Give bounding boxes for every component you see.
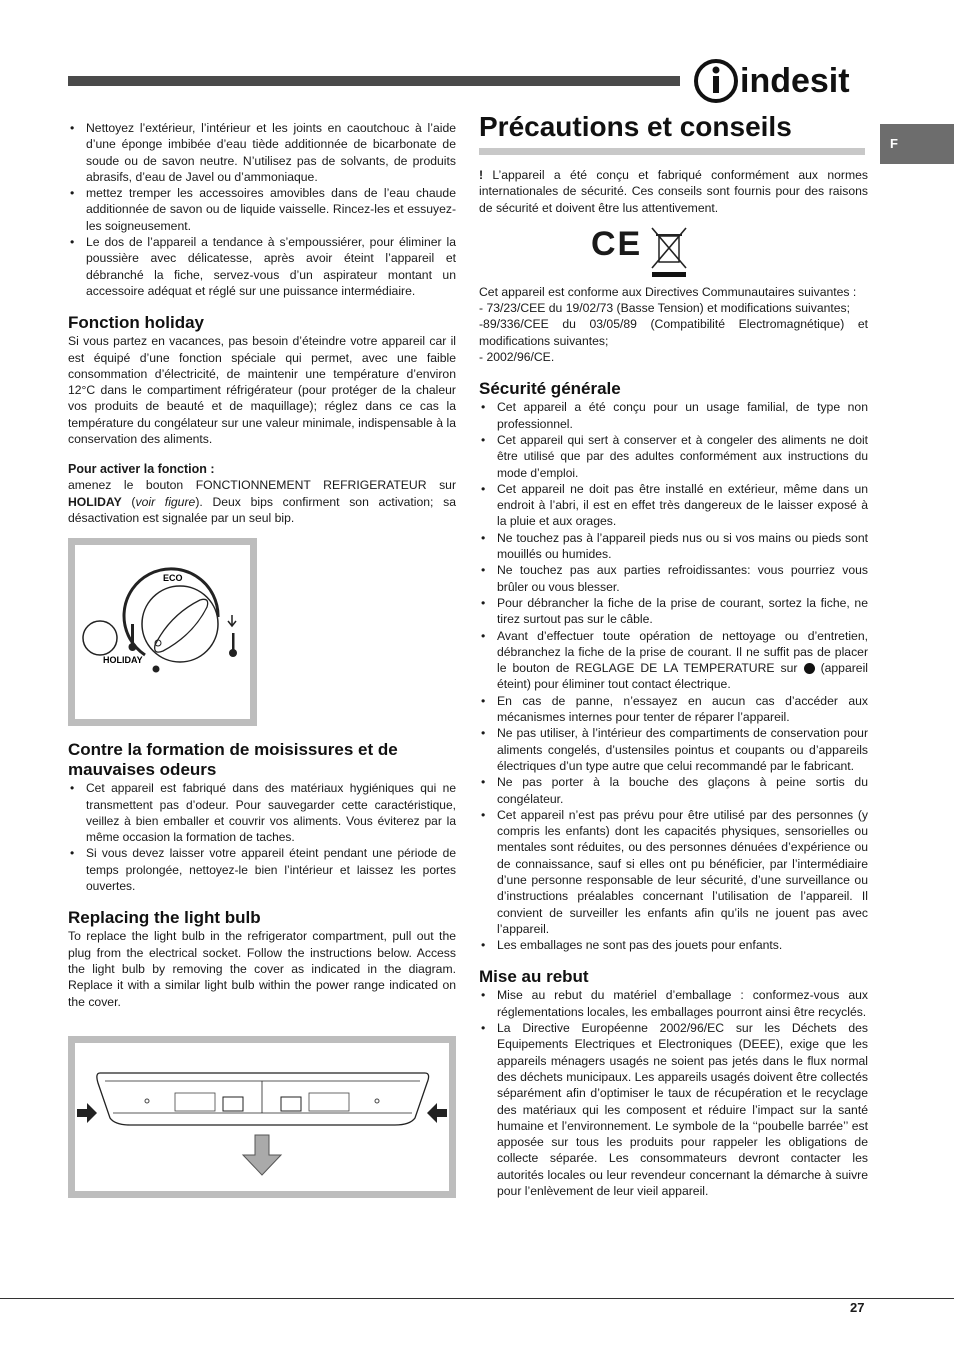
list-item-text: Avant d’effectuer toute opération de nettoyage ou d’entretien, débranchez la fiche de la prise de courant. Il ne suffit pas de placer le bouton de REGLAGE DE LA TEMPERATURE sur xyxy=(497,628,868,676)
thermostat-knob-diagram xyxy=(75,545,250,719)
list-item: • Cet appareil ne doit pas être installé en extérieur, même dans un endroit à l’abri, il est en effet très dangereux de le laisser exposé à la pluie et aux orages. xyxy=(479,481,868,530)
language-tab-label: F xyxy=(890,136,898,151)
list-item: • La Directive Européenne 2002/96/EC sur les Déchets des Equipements Electriques et Electroniques (DEEE), exige que les appareils ménagers usagés ne soient pas jetés dans le flux normal des déchets municipaux. Les appareils usagés doivent être collectés séparément afin d’optimiser le taux de récupération et le recyclage des matériaux qui les composent et réduire l’impact sur la santé humaine et l’environnement. Le symbole de la ‘‘poubelle barrée’’ est apposée sur tous les produits pour rappeler les obligations de collecte séparée. Les consommateurs devront contacter les autorités locales ou leur revendeur concernant la démarche à suivre pour l’enlèvement de leur vieil appareil. xyxy=(479,1020,868,1199)
activate-bold: HOLIDAY xyxy=(68,494,122,509)
conformity-line: Cet appareil est conforme aux Directives Communautaires suivantes : xyxy=(479,284,857,299)
holiday-text: Si vous partez en vacances, pas besoin d’éteindre votre appareil car il est équipé d’une fonction spéciale qui permet, avec une faible consommation d’électricité, de maintenir une température d’environ 12°C dans le compartiment réfrigérateur (pour protéger de la chaleur vos produits de beauté et de maquillage); réglez dans ce cas la température du congélateur sur une valeur minimale, indispensable à la conservation des aliments. xyxy=(68,334,456,447)
light-cover-diagram xyxy=(75,1043,449,1191)
ce-marks xyxy=(479,224,868,282)
footer-rule xyxy=(0,1298,954,1299)
crossed-bin-icon xyxy=(649,224,689,278)
list-item: • En cas de panne, n’essayez en aucun cas d’accéder aux mécanismes internes pour tenter de réparer l’appareil. xyxy=(479,693,868,726)
list-item: • Ne touchez pas aux parties refroidissantes: vous pourriez vous brûler ou vous blesser. xyxy=(479,562,868,595)
intro-body: L’appareil a été conçu et fabriqué conformément aux normes internationales de sécurité. Ces conseils sont fournis pour des raisons de sécurité et doivent être lus attentivement. xyxy=(479,168,868,215)
conformity-line: - 73/23/CEE du 19/02/73 (Basse Tension) et modifications suivantes; xyxy=(479,301,851,316)
activate-text xyxy=(68,477,456,526)
mould-list xyxy=(68,780,456,894)
activate-text-part: amenez le bouton FONCTIONNEMENT REFRIGERATEUR sur xyxy=(68,478,456,493)
holiday-label: HOLIDAY xyxy=(103,655,143,666)
bulb-figure xyxy=(68,1036,456,1198)
mould-heading: Contre la formation de moisissures et de mauvaises odeurs xyxy=(68,740,398,780)
holiday-heading: Fonction holiday xyxy=(68,313,204,333)
list-item: • Les emballages ne sont pas des jouets pour enfants. xyxy=(479,937,868,953)
left-column xyxy=(68,120,456,1198)
page-title: Précautions et conseils xyxy=(479,111,792,142)
cleaning-list xyxy=(68,120,456,299)
conformity-line: - 2002/96/CE. xyxy=(479,350,555,365)
list-item: • Le dos de l’appareil a tendance à s’empoussiérer, pour éliminer la poussière avec délicatesse, après avoir éteint l’appareil et débranché la fiche, servez-vous d’un aspirateur montant un accessoire adéquat et réglé sur une puissance intermédiaire. xyxy=(68,234,456,299)
title-rule xyxy=(479,148,865,155)
list-item: • Pour débrancher la fiche de la prise de courant, sortez la fiche, ne tirez surtout pas sur le câble. xyxy=(479,595,868,628)
list-item: • Cet appareil n’est pas prévu pour être utilisé par des personnes (y compris les enfants) dont les capacités physiques, sensorielles ou mentales sont réduites, ou des personnes dénuées d’expérience ou de connaissance, sauf si elles ont pu bénéficier, par l’intermédiaire d’une personne responsable de leur sécurité, d’une surveillance ou d’instructions préalables concernant l’utilisation de l’appareil. Il convient de surveiller les enfants afin qu’ils ne jouent pas avec l’appareil. xyxy=(479,807,868,937)
warning-mark: ! xyxy=(479,168,484,182)
disposal-heading: Mise au rebut xyxy=(479,967,589,987)
list-item: • Ne pas porter à la bouche des glaçons à peine sortis du congélateur. xyxy=(479,774,868,807)
list-item: • Si vous devez laisser votre appareil éteint pendant une période de temps prolongée, nettoyez-le bien l’intérieur et laissez les portes ouvertes. xyxy=(68,845,456,894)
activate-heading: Pour activer la fonction : xyxy=(68,462,215,477)
list-item: • Mise au rebut du matériel d’emballage : conformez-vous aux réglementations locales, les emballages pourront ainsi être recyclés. xyxy=(479,987,868,1020)
safety-list xyxy=(479,399,868,953)
list-item: • Cet appareil a été conçu pour un usage familial, de type non professionnel. xyxy=(479,399,868,432)
disposal-list xyxy=(479,987,868,1199)
intro-text xyxy=(479,167,868,216)
conformity-line: -89/336/CEE du 03/05/89 (Compatibilité Electromagnétique) et modifications suivantes; xyxy=(479,317,868,348)
bulb-heading: Replacing the light bulb xyxy=(68,908,261,928)
holiday-figure xyxy=(68,538,257,726)
off-symbol-icon xyxy=(804,663,815,674)
list-item: • mettez tremper les accessoires amovibles dans de l’eau chaude additionnée de savon ou de liquide vaisselle. Rincez-les et essuyez-les soigneusement. xyxy=(68,185,456,234)
activate-paren: ( xyxy=(121,494,136,509)
list-item: • Cet appareil qui sert à conserver et à congeler des aliments ne doit être utilisé que par des adultes conformément aux instructions du mode d’emploi. xyxy=(479,432,868,481)
list-item: • Cet appareil est fabriqué dans des matériaux hygiéniques qui ne transmettent pas d’odeur. Pour sauvegarder cette caractéristique, veillez à bien emballer et couvrir vos aliments. Vous éviterez par la même occasion la formation de taches. xyxy=(68,780,456,845)
bulb-text: To replace the light bulb in the refrigerator compartment, pull out the plug from the electrical socket. Follow the instructions below. Access the light bulb by removing the cover as indicated in the diagram. Replace it with a similar light bulb within the power range indicated on the cover. xyxy=(68,929,456,1009)
activate-italic: voir figure xyxy=(135,494,196,509)
language-tab xyxy=(880,124,954,164)
list-item: • Nettoyez l’extérieur, l’intérieur et les joints en caoutchouc à l’aide d’une éponge imbibée d’eau tiède additionnée de bicarbonate de soude ou de savon neutre. N’utilisez pas de solvants, de produits abrasifs, d’eau de Javel ou d’ammoniaque. xyxy=(68,120,456,185)
safety-heading: Sécurité générale xyxy=(479,379,621,399)
activate-text-part: ). Deux bips confirment son activation; sa désactivation est signalée par un seul bip. xyxy=(68,494,456,525)
list-item xyxy=(479,628,868,693)
eco-label: ECO xyxy=(163,573,183,584)
list-item-text: (appareil éteint) pour éliminer tout contact électrique. xyxy=(497,661,868,692)
ce-mark: CE xyxy=(591,224,643,263)
header-rule xyxy=(68,76,680,86)
brand-name: indesit xyxy=(740,62,850,100)
page-number: 27 xyxy=(850,1300,865,1315)
right-column xyxy=(479,110,868,1199)
list-item: • Ne pas utiliser, à l’intérieur des compartiments de conservation pour aliments congelés, d’ustensiles pointus et coupants ou d’appareils électriques d’un type autre que celui recommandé par le fabricant. xyxy=(479,725,868,774)
list-item: • Ne touchez pas à l’appareil pieds nus ou si vos mains ou pieds sont mouillés ou humides. xyxy=(479,530,868,563)
